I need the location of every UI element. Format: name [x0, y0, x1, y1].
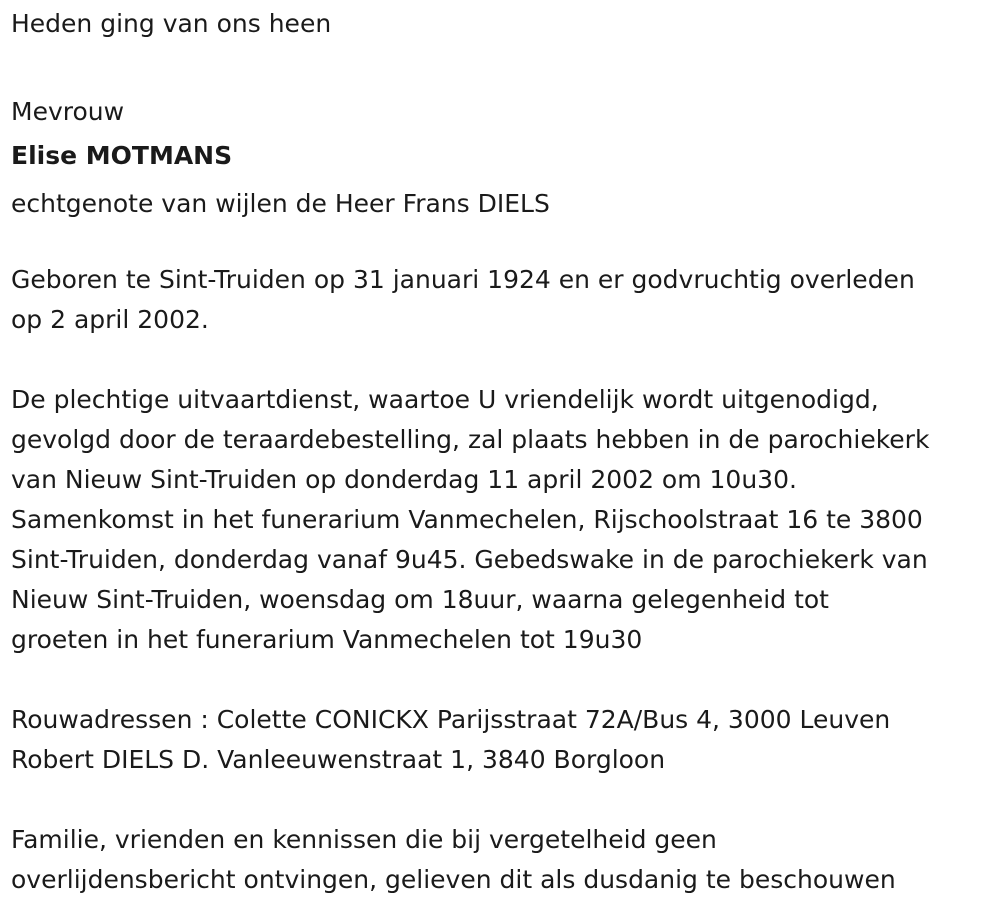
- spouse-text: echtgenote van wijlen de Heer Frans DIELS: [11, 189, 550, 218]
- paragraph-line: gevolgd door de teraardebestelling, zal plaats hebben in de parochiekerk: [11, 425, 930, 454]
- spacer: [11, 660, 991, 700]
- paragraph-line: van Nieuw Sint-Truiden op donderdag 11 april 2002 om 10u30.: [11, 465, 797, 494]
- paragraph-line: groeten in het funerarium Vanmechelen tot 19u30: [11, 625, 643, 654]
- addresses-paragraph: [11, 700, 991, 780]
- spacer: [11, 780, 991, 820]
- ceremony-paragraph: [11, 380, 991, 660]
- paragraph-line: overlijdensbericht ontvingen, gelieven dit als dusdanig te beschouwen: [11, 865, 896, 894]
- spacer: [11, 44, 991, 84]
- spacer: [11, 340, 991, 380]
- deceased-name: Elise MOTMANS: [11, 141, 233, 170]
- paragraph-line: op 2 april 2002.: [11, 305, 209, 334]
- paragraph-line: Geboren te Sint-Truiden op 31 januari 1924 en er godvruchtig overleden: [11, 265, 915, 294]
- spacer: [11, 220, 991, 260]
- paragraph-line: Robert DIELS D. Vanleeuwenstraat 1, 3840 Borgloon: [11, 745, 666, 774]
- paragraph-line: Sint-Truiden, donderdag vanaf 9u45. Gebedswake in de parochiekerk van: [11, 545, 928, 574]
- intro-text: Heden ging van ons heen: [11, 9, 332, 38]
- paragraph-line: Samenkomst in het funerarium Vanmechelen, Rijschoolstraat 16 te 3800: [11, 505, 923, 534]
- death-notice: [11, 4, 991, 900]
- paragraph-line: Rouwadressen : Colette CONICKX Parijsstraat 72A/Bus 4, 3000 Leuven: [11, 705, 891, 734]
- honorific: Mevrouw: [11, 97, 125, 126]
- closing-paragraph: [11, 820, 991, 900]
- paragraph-line: De plechtige uitvaartdienst, waartoe U vriendelijk wordt uitgenodigd,: [11, 385, 879, 414]
- birth-death-paragraph: [11, 260, 991, 340]
- paragraph-line: Nieuw Sint-Truiden, woensdag om 18uur, waarna gelegenheid tot: [11, 585, 829, 614]
- paragraph-line: Familie, vrienden en kennissen die bij vergetelheid geen: [11, 825, 717, 854]
